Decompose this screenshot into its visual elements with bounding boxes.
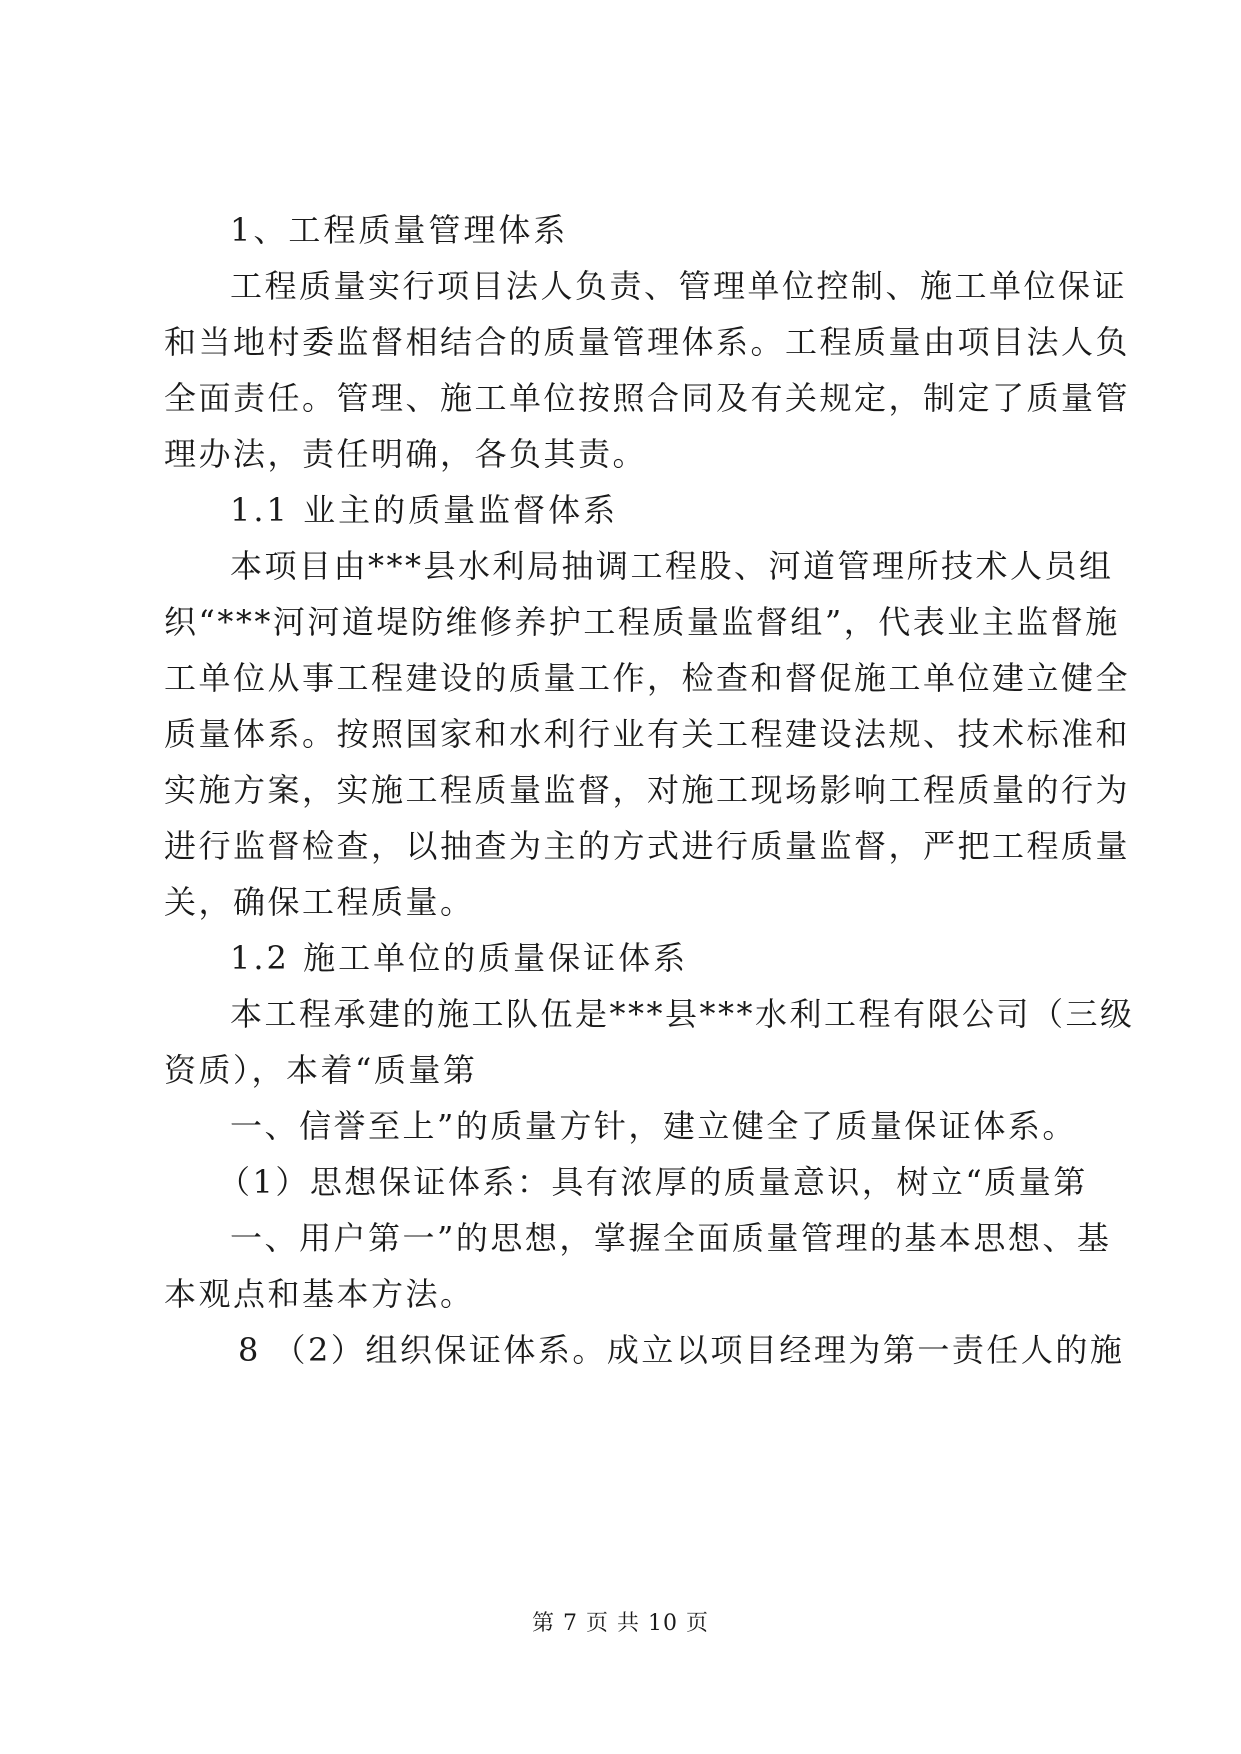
- paragraph-line: 关，确保工程质量。: [164, 883, 475, 921]
- paragraph-line: 本项目由***县水利局抽调工程股、河道管理所技术人员组: [230, 547, 1114, 585]
- paragraph-line: 理办法，责任明确，各负其责。: [164, 435, 648, 473]
- section-heading: 1、工程质量管理体系: [230, 211, 569, 249]
- paragraph-line: 全面责任。管理、施工单位按照合同及有关规定，制定了质量管: [164, 379, 1131, 417]
- paragraph-line: 进行监督检查，以抽查为主的方式进行质量监督，严把工程质量: [164, 827, 1131, 865]
- paragraph-line: 本观点和基本方法。: [164, 1275, 475, 1313]
- paragraph-line: 8 （2）组织保证体系。成立以项目经理为第一责任人的施: [238, 1331, 1125, 1369]
- paragraph-line: 一、信誉至上”的质量方针，建立健全了质量保证体系。: [230, 1107, 1077, 1145]
- paragraph-line: 工单位从事工程建设的质量工作，检查和督促施工单位建立健全: [164, 659, 1131, 697]
- paragraph-line: 和当地村委监督相结合的质量管理体系。工程质量由项目法人负: [164, 323, 1131, 361]
- subsection-heading: 1.1 业主的质量监督体系: [230, 491, 619, 529]
- paragraph-line: （1）思想保证体系：具有浓厚的质量意识，树立“质量第: [218, 1163, 1088, 1201]
- paragraph-line: 本工程承建的施工队伍是***县***水利工程有限公司（三级: [230, 995, 1135, 1033]
- paragraph-line: 实施方案，实施工程质量监督，对施工现场影响工程质量的行为: [164, 771, 1131, 809]
- paragraph-line: 资质），本着“质量第: [164, 1051, 478, 1089]
- subsection-heading: 1.2 施工单位的质量保证体系: [230, 939, 689, 977]
- paragraph-line: 工程质量实行项目法人负责、管理单位控制、施工单位保证: [230, 267, 1128, 305]
- paragraph-line: 织“***河河道堤防维修养护工程质量监督组”，代表业主监督施: [164, 603, 1120, 641]
- paragraph-line: 质量体系。按照国家和水利行业有关工程建设法规、技术标准和: [164, 715, 1131, 753]
- paragraph-line: 一、用户第一”的思想，掌握全面质量管理的基本思想、基: [230, 1219, 1112, 1257]
- page-number-footer: 第 7 页 共 10 页: [532, 1611, 709, 1636]
